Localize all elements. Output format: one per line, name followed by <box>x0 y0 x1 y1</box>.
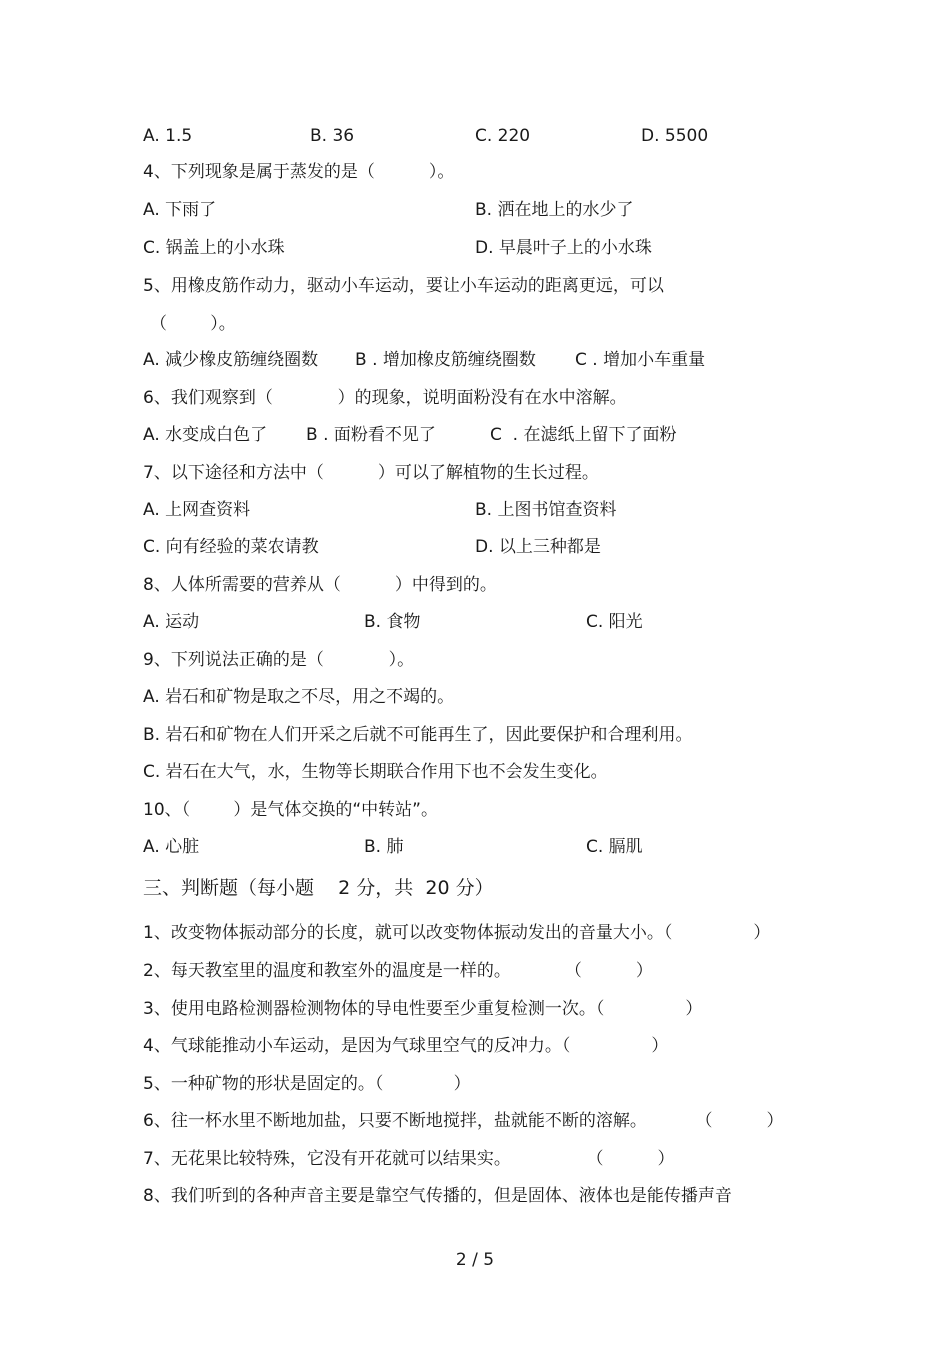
q5-stem-continued: （ ）。 <box>150 314 236 334</box>
q6-option-b: B . 面粉看不见了 <box>306 425 436 445</box>
q4-stem: 4、下列现象是属于蒸发的是（ ）。 <box>143 162 455 182</box>
q7-option-a: A. 上网查资料 <box>143 500 251 520</box>
q7-stem: 7、以下途径和方法中（ ）可以了解植物的生长过程。 <box>143 463 599 483</box>
section-3-title: 三、判断题（每小题 2 分，共 20 分） <box>143 877 494 899</box>
judge-item-5: 5、一种矿物的形状是固定的。（ ） <box>143 1074 471 1094</box>
q5-option-a: A. 减少橡皮筋缠绕圈数 <box>143 350 319 370</box>
q5-option-b: B . 增加橡皮筋缠绕圈数 <box>355 350 536 370</box>
q8-option-c: C. 阳光 <box>586 612 643 632</box>
q10-option-b: B. 肺 <box>364 837 404 857</box>
q6-option-c: C . 在滤纸上留下了面粉 <box>490 425 677 445</box>
q4-option-b: B. 洒在地上的水少了 <box>475 200 634 220</box>
q4-option-c: C. 锅盖上的小水珠 <box>143 238 285 258</box>
q7-option-d: D. 以上三种都是 <box>475 537 601 557</box>
judge-item-2: 2、每天教室里的温度和教室外的温度是一样的。 （ ） <box>143 961 653 981</box>
judge-item-8: 8、我们听到的各种声音主要是靠空气传播的，但是固体、液体也是能传播声音 <box>143 1186 732 1206</box>
q6-stem: 6、我们观察到（ ）的现象，说明面粉没有在水中溶解。 <box>143 388 627 408</box>
q7-option-c: C. 向有经验的菜农请教 <box>143 537 319 557</box>
q3-option-a: A. 1.5 <box>143 126 193 146</box>
q9-option-c: C. 岩石在大气，水，生物等长期联合作用下也不会发生变化。 <box>143 762 608 782</box>
q5-stem: 5、用橡皮筋作动力，驱动小车运动，要让小车运动的距离更远，可以 <box>143 276 664 296</box>
judge-item-6: 6、往一杯水里不断地加盐，只要不断地搅拌，盐就能不断的溶解。 （ ） <box>143 1111 784 1131</box>
q3-option-b: B. 36 <box>310 126 355 146</box>
q8-option-b: B. 食物 <box>364 612 421 632</box>
q3-option-d: D. 5500 <box>641 126 709 146</box>
q4-option-a: A. 下雨了 <box>143 200 217 220</box>
q9-stem: 9、下列说法正确的是（ ）。 <box>143 650 415 670</box>
q6-option-a: A. 水变成白色了 <box>143 425 268 445</box>
q8-option-a: A. 运动 <box>143 612 200 632</box>
q8-stem: 8、人体所需要的营养从（ ）中得到的。 <box>143 575 497 595</box>
judge-item-3: 3、使用电路检测器检测物体的导电性要至少重复检测一次。（ ） <box>143 999 703 1019</box>
q10-option-c: C. 膈肌 <box>586 837 643 857</box>
q10-option-a: A. 心脏 <box>143 837 200 857</box>
q4-option-d: D. 早晨叶子上的小水珠 <box>475 238 652 258</box>
page-number: 2 / 5 <box>455 1250 495 1270</box>
judge-item-7: 7、无花果比较特殊，它没有开花就可以结果实。 （ ） <box>143 1149 675 1169</box>
q9-option-b: B. 岩石和矿物在人们开采之后就不可能再生了，因此要保护和合理利用。 <box>143 725 693 745</box>
q7-option-b: B. 上图书馆查资料 <box>475 500 617 520</box>
q5-option-c: C . 增加小车重量 <box>575 350 706 370</box>
judge-item-1: 1、改变物体振动部分的长度，就可以改变物体振动发出的音量大小。（ ） <box>143 923 771 943</box>
q3-option-c: C. 220 <box>475 126 531 146</box>
judge-item-4: 4、气球能推动小车运动，是因为气球里空气的反冲力。（ ） <box>143 1036 669 1056</box>
q9-option-a: A. 岩石和矿物是取之不尽，用之不竭的。 <box>143 687 455 707</box>
q10-stem: 10、（ ）是气体交换的“中转站”。 <box>143 800 438 820</box>
